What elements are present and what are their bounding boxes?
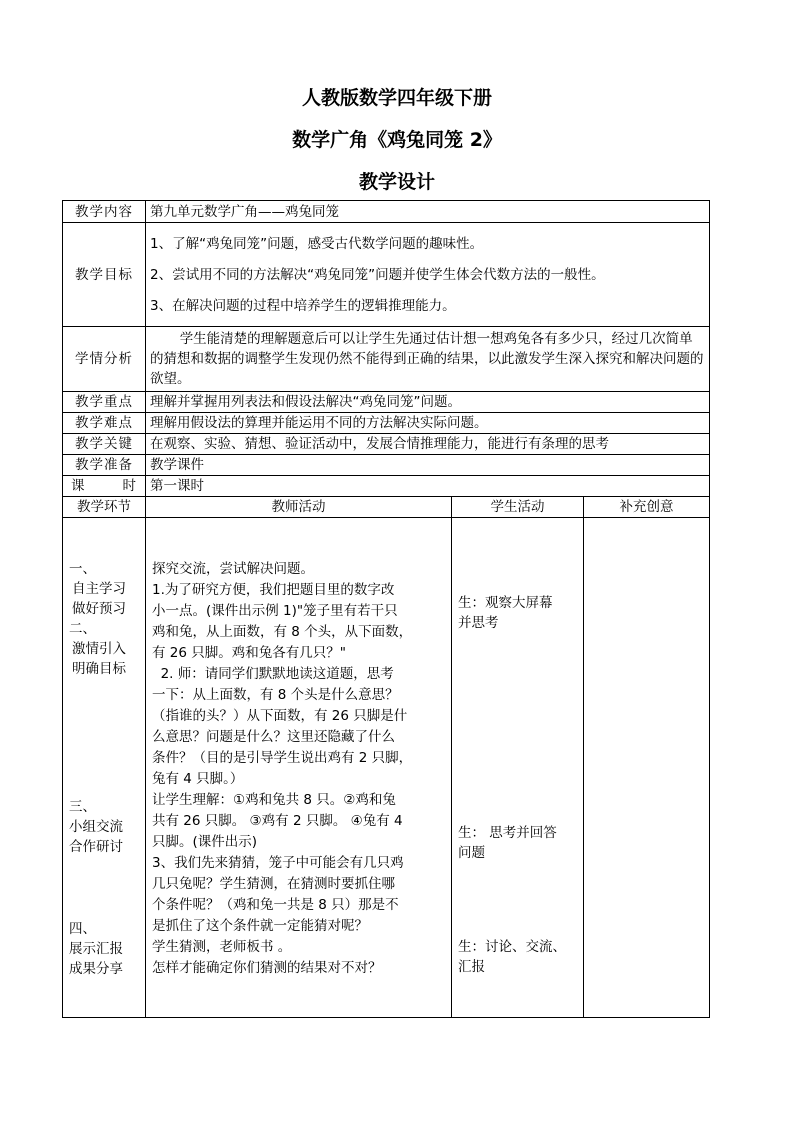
teacher-line: 共有 26 只脚。 ③鸡有 2 只脚。 ④兔有 4 (152, 812, 403, 829)
goals-label: 教学目标 (63, 223, 146, 327)
lesson-plan-table (62, 200, 710, 1018)
teacher-line: 小一点。(课件出示例 1)"笼子里有若干只 (152, 602, 398, 619)
row-prep (63, 455, 710, 476)
prep-label: 教学准备 (63, 455, 146, 476)
header-extra: 补充创意 (584, 497, 710, 518)
difficulty-value: 理解用假设法的算理并能运用不同的方法解决实际问题。 (146, 413, 710, 434)
student-line: 生：观察大屏幕 (458, 594, 553, 611)
stage-line: 展示汇报 (69, 940, 123, 957)
row-process-header (63, 497, 710, 518)
teacher-line: （指谁的头？）从下面数，有 26 只脚是什 (152, 707, 408, 724)
stage-line: 一、 (69, 560, 96, 577)
student-activity-cell (452, 518, 584, 1018)
header-teacher: 教师活动 (146, 497, 452, 518)
teacher-line: 是抓住了这个条件就一定能猜对呢？ (152, 917, 368, 934)
student-line: 并思考 (458, 614, 499, 631)
stage-line: 合作研讨 (69, 838, 123, 855)
teacher-line: 学生猜测，老师板书 。 (152, 938, 292, 955)
row-difficulty (63, 413, 710, 434)
header-stage: 教学环节 (63, 497, 146, 518)
row-period (63, 476, 710, 497)
row-goals (63, 223, 710, 327)
stage-line: 三、 (69, 798, 96, 815)
goals-cell (146, 223, 710, 327)
student-line: 生：讨论、交流、 (458, 938, 566, 955)
crux-value: 在观察、实验、猜想、验证活动中，发展合情推理能力，能进行有条理的思考 (146, 434, 710, 455)
student-line: 生： 思考并回答 (458, 824, 557, 841)
goal-item: 1、了解“鸡兔同笼”问题，感受古代数学问题的趣味性。 (150, 235, 484, 252)
teacher-line: 条件？（目的是引导学生说出鸡有 2 只脚， (152, 749, 413, 766)
difficulty-label: 教学难点 (63, 413, 146, 434)
key-value: 理解并掌握用列表法和假设法解决“鸡兔同笼”问题。 (146, 392, 710, 413)
row-crux (63, 434, 710, 455)
teacher-line: 兔有 4 只脚。） (152, 770, 244, 787)
stage-line: 做好预习 (72, 600, 126, 617)
content-value: 第九单元数学广角——鸡兔同笼 (146, 201, 710, 223)
teacher-activity-cell (146, 518, 452, 1018)
teacher-line: 探究交流，尝试解决问题。 (152, 560, 314, 577)
student-line: 问题 (458, 844, 485, 861)
prep-value: 教学课件 (146, 455, 710, 476)
period-value: 第一课时 (146, 476, 710, 497)
teacher-line: 1.为了研究方便，我们把题目里的数字改 (152, 581, 395, 598)
teacher-line: 几只兔呢？学生猜测，在猜测时要抓住哪 (152, 875, 395, 892)
stage-line: 成果分享 (69, 960, 123, 977)
document-title-3: 教学设计 (358, 171, 435, 193)
teacher-line: 一下：从上面数，有 8 个头是什么意思？ (152, 686, 399, 703)
stage-line: 二、 (69, 620, 96, 637)
key-label: 教学重点 (63, 392, 146, 413)
teacher-line: 只脚。(课件出示) (152, 833, 258, 850)
stage-line: 激情引入 (72, 640, 126, 657)
teacher-line: 让学生理解：①鸡和兔共 8 只。②鸡和兔 (152, 791, 396, 808)
stage-line: 小组交流 (69, 818, 123, 835)
analysis-value: 学生能清楚的理解题意后可以让学生先通过估计想一想鸡兔各有多少只，经过几次简单的猜想和数据的调整学生发现仍然不能得到正确的结果，以此激发学生深入探究和解决问题的欲望。 (146, 327, 710, 392)
teacher-line: 个条件呢？（鸡和兔一共是 8 只）那是不 (152, 896, 399, 913)
stage-line: 自主学习 (72, 580, 126, 597)
row-content (63, 201, 710, 223)
period-label: 课 时 (63, 476, 146, 497)
student-line: 汇报 (458, 958, 485, 975)
content-label: 教学内容 (63, 201, 146, 223)
stage-line: 四、 (69, 920, 96, 937)
extra-ideas-cell (584, 518, 710, 1018)
teacher-line: 2. 师：请同学们默默地读这道题，思考 (152, 665, 394, 682)
crux-label: 教学关键 (63, 434, 146, 455)
analysis-label: 学情分析 (63, 327, 146, 392)
row-process-body (63, 518, 710, 1018)
row-key (63, 392, 710, 413)
stage-line: 明确目标 (72, 660, 126, 677)
teacher-line: 3、我们先来猜猜，笼子中可能会有几只鸡 (152, 854, 404, 871)
row-analysis (63, 327, 710, 392)
teacher-line: 有 26 只脚。鸡和兔各有几只？" (152, 644, 346, 661)
document-title-1: 人教版数学四年级下册 (301, 87, 492, 109)
teacher-line: 怎样才能确定你们猜测的结果对不对？ (152, 959, 382, 976)
header-student: 学生活动 (452, 497, 584, 518)
document-title-2: 数学广角《鸡兔同笼 2》 (292, 129, 502, 151)
goal-item: 2、尝试用不同的方法解决“鸡兔同笼”问题并使学生体会代数方法的一般性。 (150, 266, 605, 283)
goal-item: 3、在解决问题的过程中培养学生的逻辑推理能力。 (150, 297, 456, 314)
stage-cell (63, 518, 146, 1018)
teacher-line: 鸡和兔，从上面数，有 8 个头，从下面数， (152, 623, 413, 640)
teacher-line: 么意思？问题是什么？这里还隐藏了什么 (152, 728, 395, 745)
